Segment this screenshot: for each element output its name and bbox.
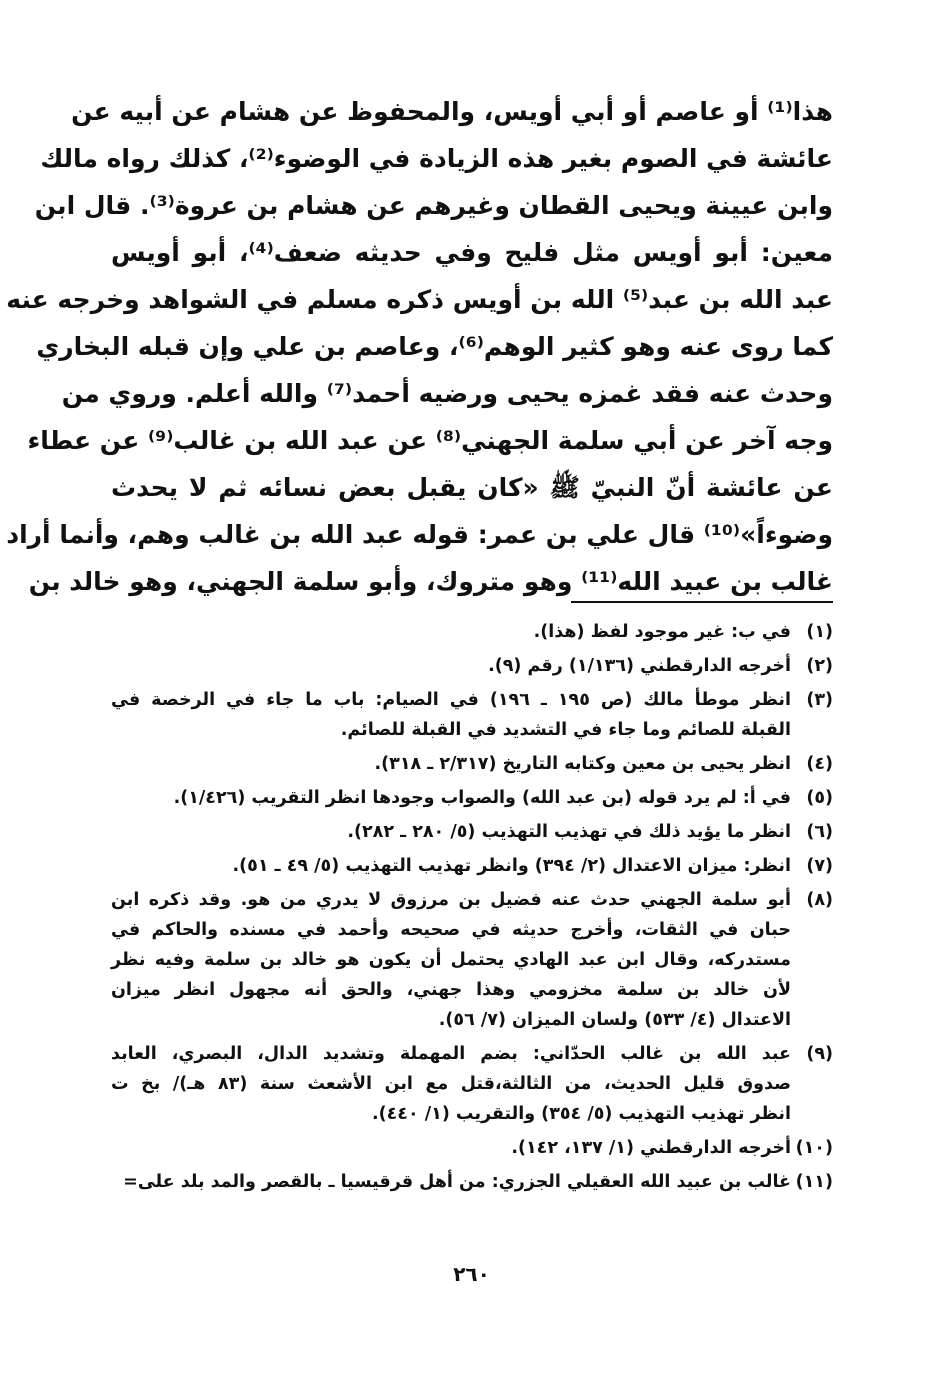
footnote-11 <box>111 1167 833 1197</box>
footnote-text <box>111 617 791 647</box>
footnote-number: (٣) <box>806 690 833 710</box>
footnote-line: أبو سلمة الجهني حدث عنه فضيل بن مرزوق لا يدري من هو. وقد ذكره ابن <box>111 890 791 910</box>
footnote-number: (٤) <box>806 754 833 774</box>
text-line: عبد الله بن عبد⁽⁵⁾ الله بن أويس ذكره مسلم في الشواهد وخرجه عنه <box>6 285 833 314</box>
footnote-3 <box>111 685 833 745</box>
footnote-number: (٦) <box>806 822 833 842</box>
text-line: وضوءاً»⁽¹⁰⁾ قال علي بن عمر: قوله عبد الله بن غالب وهم، وأنما أراد <box>6 520 833 549</box>
footnote-9 <box>111 1039 833 1129</box>
footnote-1 <box>111 617 833 647</box>
footnote-text <box>111 749 791 779</box>
text-line: غالب بن عبيد الله⁽¹¹⁾ وهو متروك، وأبو سلمة الجهني، وهو خالد بن <box>28 567 833 596</box>
text-line: وحدث عنه فقد غمزه يحيى ورضيه أحمد⁽⁷⁾ والله أعلم. وروي من <box>61 379 833 408</box>
footnote-8 <box>111 885 833 1035</box>
footnote-text <box>111 783 791 813</box>
footnote-7 <box>111 851 833 881</box>
footnote-text <box>111 885 791 1035</box>
footnote-2 <box>111 651 833 681</box>
footnote-line: حبان في الثقات، وأخرج حديثه في صحيحه وأحمد في مسنده والحاكم في <box>111 920 791 940</box>
footnote-line: مستدركه، وقال ابن عبد الهادي يحتمل أن يكون هو خالد بن سلمة وفيه نظر <box>111 950 791 970</box>
footnote-text <box>111 1167 791 1197</box>
footnote-number: (١٠) <box>795 1138 833 1158</box>
footnote-6 <box>111 817 833 847</box>
text-line: كما روى عنه وهو كثير الوهم⁽⁶⁾، وعاصم بن علي وإن قبله البخاري <box>36 332 833 361</box>
text-line: عائشة في الصوم بغير هذه الزيادة في الوضوء⁽²⁾، كذلك رواه مالك <box>40 144 833 173</box>
footnote-number: (٨) <box>806 890 833 910</box>
footnote-number: (١) <box>806 622 833 642</box>
main-text <box>6 88 833 605</box>
footnote-line: انظر موطأ مالك (ص ١٩٥ ـ ١٩٦) في الصيام: باب ما جاء في الرخصة في <box>111 690 791 710</box>
footnote-number: (١١) <box>795 1172 833 1192</box>
text-line: وابن عيينة ويحيى القطان وغيرهم عن هشام بن عروة⁽³⁾. قال ابن <box>34 191 833 220</box>
footnote-separator <box>571 601 833 603</box>
footnote-text <box>111 651 791 681</box>
footnote-number: (٢) <box>806 656 833 676</box>
footnote-line: في أ: لم يرد قوله (بن عبد الله) والصواب وجودها انظر التقريب (١/٤٢٦). <box>173 788 791 808</box>
footnote-text <box>111 1039 791 1129</box>
footnote-text <box>111 851 791 881</box>
footnote-line: عبد الله بن غالب الحدّاني: بضم المهملة وتشديد الدال، البصري، العابد <box>111 1044 791 1064</box>
footnote-line: القبلة للصائم وما جاء في التشديد في القبلة للصائم. <box>340 720 791 740</box>
footnote-line: انظر ما يؤيد ذلك في تهذيب التهذيب (٥/ ٢٨٠ ـ ٢٨٢). <box>347 822 791 842</box>
page-number: ٢٦٠ <box>453 1262 490 1286</box>
footnote-text <box>111 817 791 847</box>
footnote-5 <box>111 783 833 813</box>
footnotes-list <box>111 617 833 1201</box>
text-line: معين: أبو أويس مثل فليح وفي حديثه ضعف⁽⁴⁾، أبو أويس <box>111 238 833 267</box>
footnote-line: الاعتدال (٤/ ٥٣٣) ولسان الميزان (٧/ ٥٦). <box>438 1010 791 1030</box>
footnote-text <box>111 685 791 745</box>
footnote-text <box>111 1133 791 1163</box>
footnote-4 <box>111 749 833 779</box>
footnote-number: (٧) <box>806 856 833 876</box>
footnote-line: انظر: ميزان الاعتدال (٢/ ٣٩٤) وانظر تهذيب التهذيب (٥/ ٤٩ ـ ٥١). <box>232 856 791 876</box>
footnote-line: صدوق قليل الحديث، من الثالثة،قتل مع ابن الأشعث سنة (٨٣ هـ)/ بخ ت <box>111 1074 791 1094</box>
footnote-line: لأن خالد بن سلمة مخزومي وهذا جهني، والحق أنه مجهول انظر ميزان <box>111 980 791 1000</box>
text-line: هذا⁽¹⁾ أو عاصم أو أبي أويس، والمحفوظ عن هشام عن أبيه عن <box>71 97 833 126</box>
footnote-number: (٩) <box>806 1044 833 1064</box>
footnote-line: انظر تهذيب التهذيب (٥/ ٣٥٤) والتقريب (١/ ٤٤٠). <box>371 1104 791 1124</box>
text-line: وجه آخر عن أبي سلمة الجهني⁽⁸⁾ عن عبد الله بن غالب⁽⁹⁾ عن عطاء <box>27 426 833 455</box>
footnote-line: أخرجه الدارقطني (١/١٣٦) رقم (٩). <box>488 656 791 676</box>
footnote-line: في ب: غير موجود لفظ (هذا). <box>533 622 791 642</box>
footnote-line: غالب بن عبيد الله العقيلي الجزري: من أهل قرقيسيا ـ بالقصر والمد بلد على= <box>123 1172 791 1192</box>
footnote-line: انظر يحيى بن معين وكتابه التاريخ (٢/٣١٧ ـ ٣١٨). <box>374 754 791 774</box>
text-line: عن عائشة أنّ النبيّ ﷺ «كان يقبل بعض نسائه ثم لا يحدث <box>111 473 833 502</box>
footnote-10 <box>111 1133 833 1163</box>
footnote-number: (٥) <box>806 788 833 808</box>
footnote-line: أخرجه الدارقطني (١/ ١٣٧، ١٤٢). <box>511 1138 791 1158</box>
